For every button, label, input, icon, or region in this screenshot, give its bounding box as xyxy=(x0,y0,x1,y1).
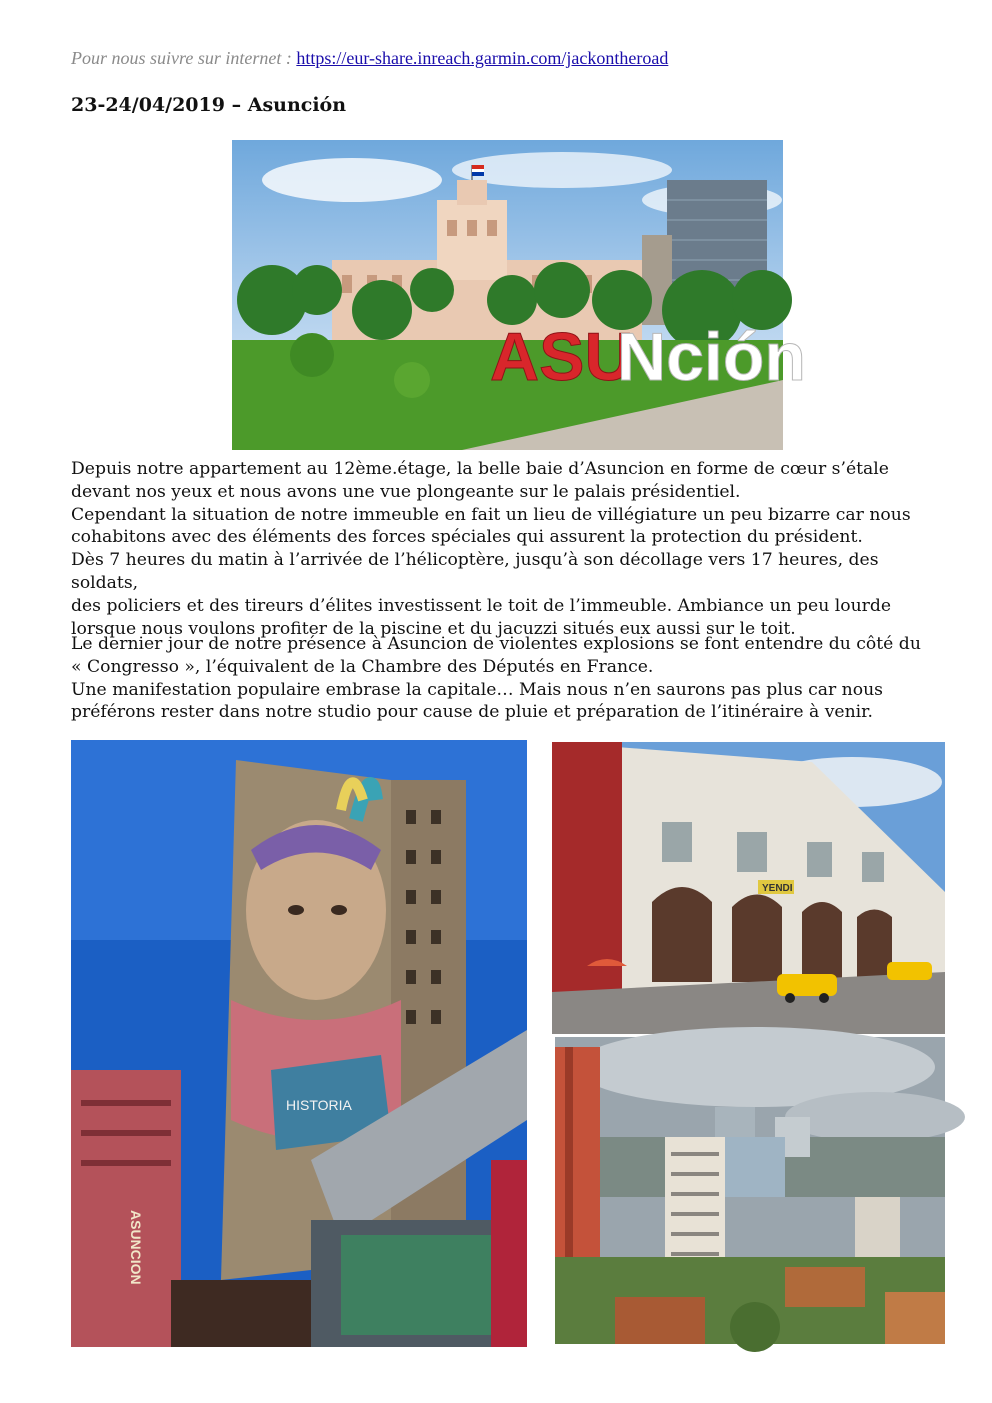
text-line: Cependant la situation de notre immeuble en fait un lieu de villégiature un peu bizarre car nous xyxy=(71,504,911,525)
paragraph-apartment xyxy=(71,458,951,640)
text-line: devant nos yeux et nous avons une vue plongeante sur le palais présidentiel. xyxy=(71,481,741,502)
photo-street xyxy=(552,742,945,1034)
svg-text:Nción: Nción xyxy=(617,319,806,395)
text-line: préférons rester dans notre studio pour cause de pluie et préparation de l’itinéraire à venir. xyxy=(71,702,873,723)
paragraph-explosions xyxy=(71,633,951,724)
photo-cityscape xyxy=(555,1037,945,1344)
page-title: 23-24/04/2019 – Asunción xyxy=(71,94,347,116)
tracking-link[interactable]: https://eur-share.inreach.garmin.com/jackontheroad xyxy=(296,48,669,68)
text-line: lorsque nous voulons profiter de la piscine et du jacuzzi situés eux aussi sur le toit. xyxy=(71,618,796,639)
photo-mural xyxy=(71,740,527,1347)
follow-line xyxy=(71,48,668,69)
mural-book-text: HISTORIA xyxy=(286,1097,352,1113)
photo-palace xyxy=(232,140,806,450)
text-line: Le dernier jour de notre présence à Asuncion de violentes explosions se font entendre du côté du xyxy=(71,634,921,654)
follow-label: Pour nous suivre sur internet : xyxy=(71,48,297,68)
text-line: Une manifestation populaire embrase la capitale… Mais nous n’en saurons pas plus car nous xyxy=(71,679,883,700)
street-shop-text: YENDI xyxy=(762,883,793,894)
svg-text:ASU: ASU xyxy=(490,319,634,395)
text-line: Dès 7 heures du matin à l’arrivée de l’hélicoptère, jusqu’à son décollage vers 17 heures, des soldats, xyxy=(71,550,879,593)
text-line: « Congresso », l’équivalent de la Chambre des Députés en France. xyxy=(71,656,654,677)
mural-sign-text: ASUNCION xyxy=(128,1210,144,1285)
text-line: des policiers et des tireurs d’élites investissent le toit de l’immeuble. Ambiance un peu lourde xyxy=(71,595,892,616)
text-line: Depuis notre appartement au 12ème.étage, la belle baie d’Asuncion en forme de cœur s’étale xyxy=(71,459,889,479)
text-line: cohabitons avec des éléments des forces spéciales qui assurent la protection du président. xyxy=(71,527,863,548)
